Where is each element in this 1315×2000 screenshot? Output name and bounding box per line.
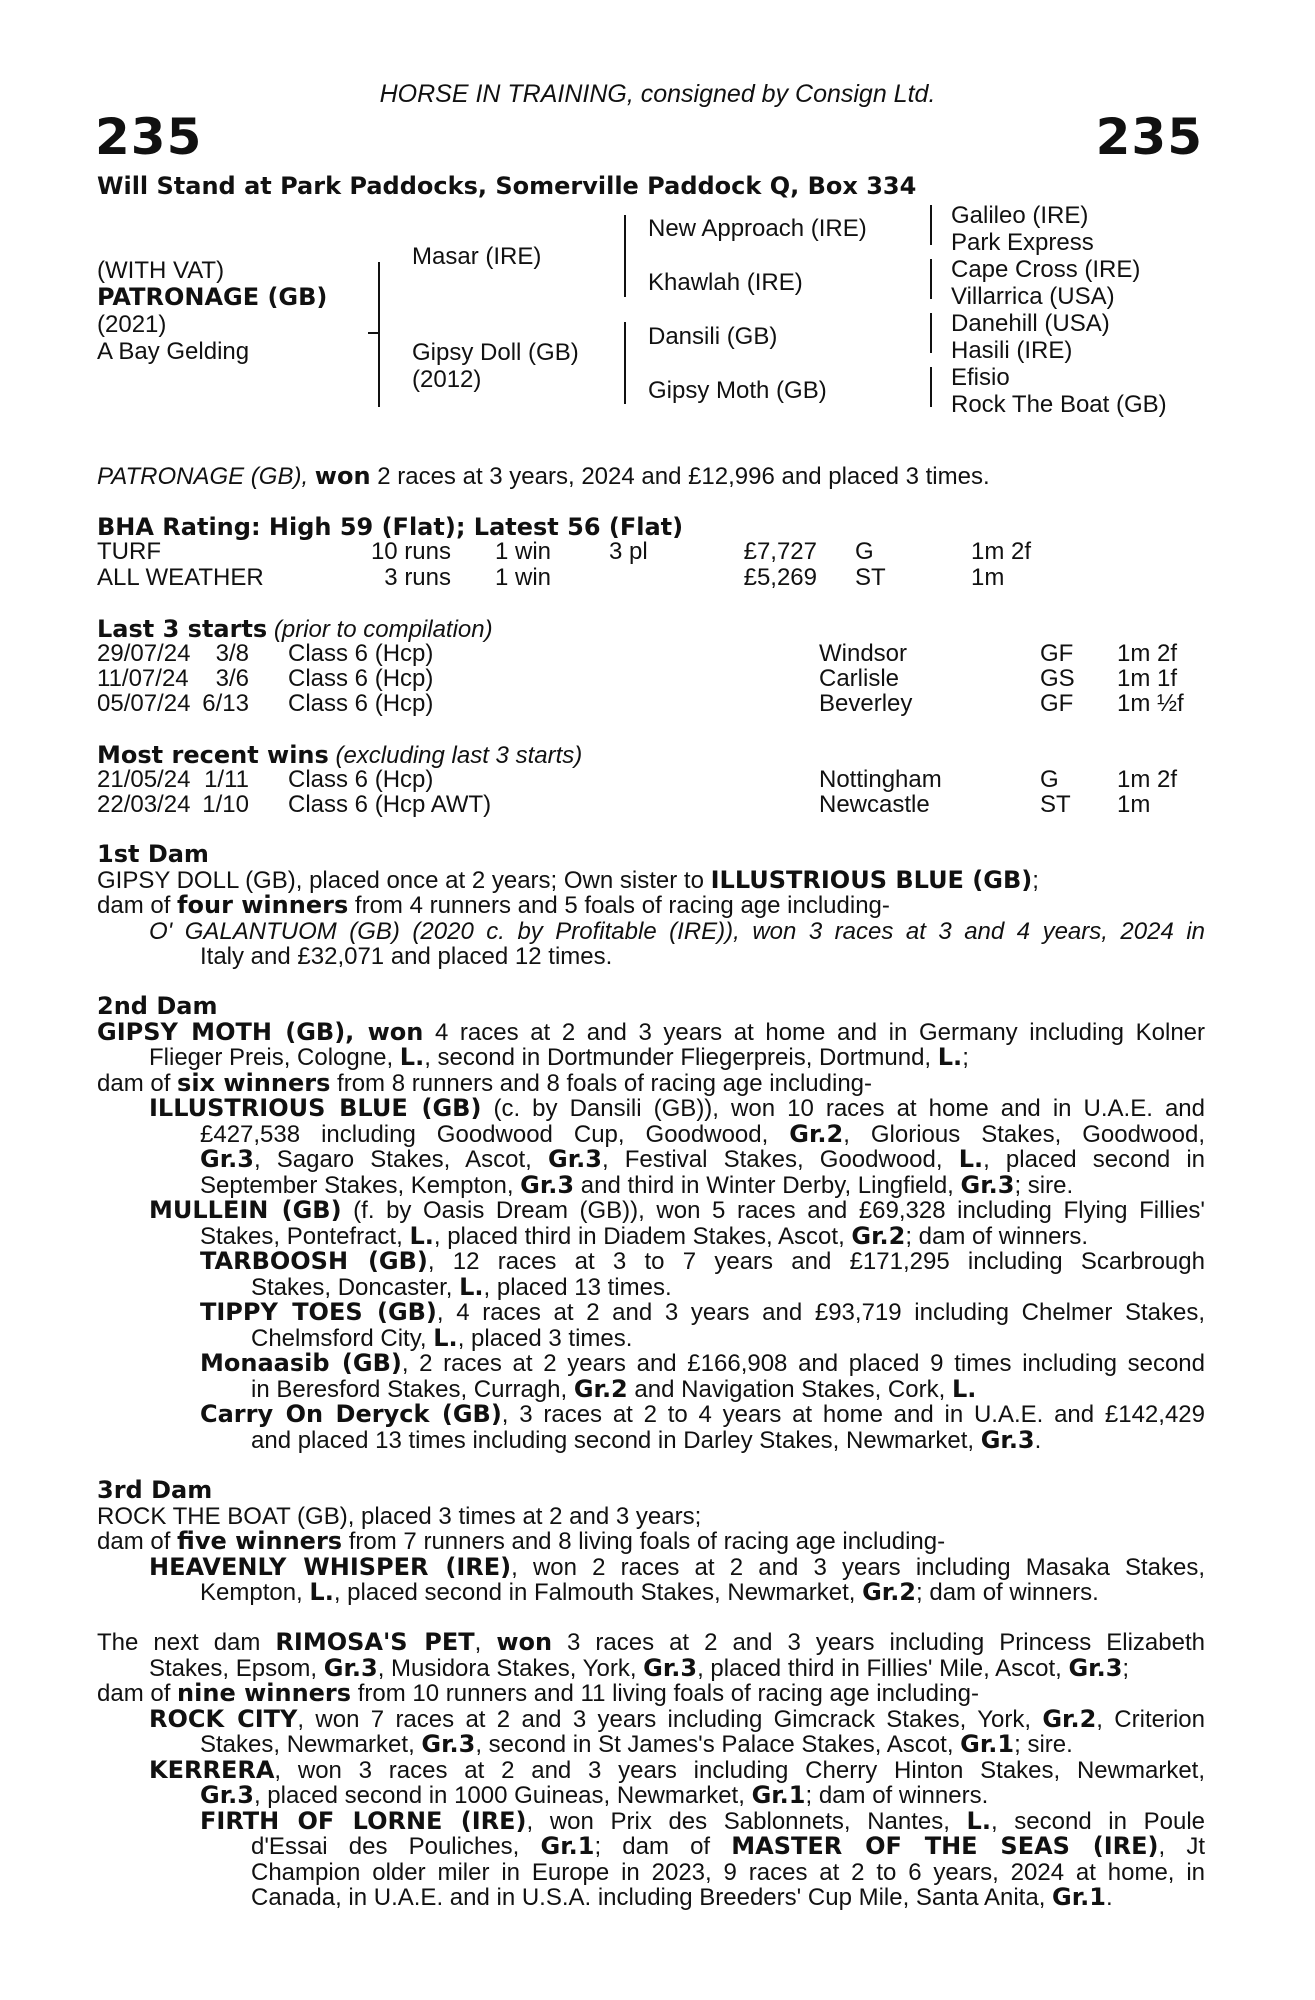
- course: Carlisle: [819, 665, 900, 692]
- table-row: [97, 766, 1217, 794]
- distance: 1m: [971, 564, 1005, 591]
- lot-number-right: 235: [1095, 108, 1203, 166]
- pedigree-brace: [624, 215, 626, 297]
- text-line: Champion older miler in Europe in 2023, 9 races at 2 to 6 years, 2024 at home, in: [251, 1858, 1205, 1886]
- class: Class 6 (Hcp): [288, 766, 434, 793]
- date: 21/05/24: [97, 766, 191, 793]
- text-line: Stakes, Doncaster, L., placed 13 times.: [251, 1272, 672, 1301]
- class: Class 6 (Hcp): [288, 640, 434, 667]
- distance: 1m 2f: [1117, 766, 1178, 793]
- pedigree-brace: [378, 262, 380, 407]
- text-line: Stakes, Epsom, Gr.3, Musidora Stakes, York, Gr.3, placed third in Fillies' Mile, Ascot, Gr.3;: [149, 1653, 1130, 1682]
- surface: TURF: [97, 538, 161, 565]
- text-line: KERRERA, won 3 races at 2 and 3 years including Cherry Hinton Stakes, Newmarket,: [149, 1755, 1205, 1784]
- gen3-2: Park Express: [951, 229, 1094, 256]
- text-line: FIRTH OF LORNE (IRE), won Prix des Sablonnets, Nantes, L., second in Poule: [200, 1806, 1206, 1835]
- third-dam-section: [97, 1478, 1205, 1606]
- going: GF: [1040, 690, 1074, 717]
- text-line: in Beresford Stakes, Curragh, Gr.2 and Navigation Stakes, Cork, L.: [251, 1374, 977, 1403]
- gen3-5: Danehill (USA): [951, 310, 1110, 337]
- first-dam-section: [97, 842, 1205, 970]
- last3-heading-bold: Last 3 starts: [97, 615, 268, 643]
- table-row: [97, 538, 1197, 566]
- wins: 1 win: [495, 538, 552, 565]
- text-line: Kempton, L., placed second in Falmouth Stakes, Newmarket, Gr.2; dam of winners.: [200, 1578, 1099, 1606]
- section-heading: 2nd Dam: [97, 992, 218, 1020]
- position: 1/11: [204, 766, 249, 793]
- text-line: Stakes, Pontefract, L., placed third in Diadem Stakes, Ascot, Gr.2; dam of winners.: [200, 1221, 1089, 1250]
- going: ST: [855, 564, 886, 591]
- summary-name: PATRONAGE (GB),: [97, 463, 309, 490]
- text-line: September Stakes, Kempton, Gr.3 and third in Winter Derby, Lingfield, Gr.3; sire.: [200, 1170, 1074, 1199]
- text-line: Canada, in U.A.E. and in U.S.A. including Breeders' Cup Mile, Santa Anita, Gr.1.: [251, 1883, 1113, 1911]
- table-row: [97, 564, 1197, 592]
- text-line: Carry On Deryck (GB), 3 races at 2 to 4 years at home and in U.A.E. and £142,429: [200, 1400, 1205, 1428]
- table-row: [97, 640, 1217, 668]
- text-line: dam of six winners from 8 runners and 8 foals of racing age including-: [97, 1068, 873, 1097]
- date: 22/03/24: [97, 791, 191, 818]
- surface: ALL WEATHER: [97, 564, 264, 591]
- pedigree-brace-tick: [368, 332, 378, 334]
- race-summary: [97, 462, 990, 491]
- gen3-8: Rock The Boat (GB): [951, 391, 1167, 418]
- text-line: £427,538 including Goodwood Cup, Goodwood, Gr.2, Glorious Stakes, Goodwood,: [200, 1119, 1205, 1148]
- dam-sire: Dansili (GB): [648, 323, 778, 350]
- gen3-6: Hasili (IRE): [951, 337, 1073, 364]
- recent-heading-bold: Most recent wins: [97, 741, 329, 769]
- stand-location: Will Stand at Park Paddocks, Somerville Paddock Q, Box 334: [97, 172, 917, 200]
- text-line: Gr.3, placed second in 1000 Guineas, Newmarket, Gr.1; dam of winners.: [200, 1781, 989, 1809]
- lot-number-left: 235: [95, 108, 203, 166]
- text-line: and placed 13 times including second in Darley Stakes, Newmarket, Gr.3.: [251, 1425, 1042, 1454]
- going: G: [855, 538, 874, 565]
- course: Newcastle: [819, 791, 930, 818]
- sire-sire: New Approach (IRE): [648, 215, 867, 242]
- class: Class 6 (Hcp): [288, 690, 434, 717]
- consignment-title: HORSE IN TRAINING, consigned by Consign Ltd.: [379, 80, 936, 108]
- recent-heading-italic: (excluding last 3 starts): [335, 742, 583, 769]
- bha-rating-heading: BHA Rating: High 59 (Flat); Latest 56 (Flat): [97, 513, 684, 541]
- text-line: ILLUSTRIOUS BLUE (GB) (c. by Dansili (GB)), won 10 races at home and in U.A.E. and: [149, 1094, 1205, 1122]
- text-line: d'Essai des Pouliches, Gr.1; dam of MASTER OF THE SEAS (IRE), Jt: [251, 1832, 1206, 1860]
- text-line: HEAVENLY WHISPER (IRE), won 2 races at 2 and 3 years including Masaka Stakes,: [149, 1552, 1206, 1581]
- position: 1/10: [202, 791, 249, 818]
- text-line: The next dam RIMOSA'S PET, won 3 races at 2 and 3 years including Princess Elizabeth: [97, 1628, 1205, 1656]
- text-line: ROCK THE BOAT (GB), placed 3 times at 2 and 3 years;: [97, 1502, 702, 1530]
- gen3-3: Cape Cross (IRE): [951, 256, 1141, 283]
- text-line: Italy and £32,071 and placed 12 times.: [200, 943, 613, 970]
- pedigree-brace: [930, 313, 932, 353]
- horse-name: PATRONAGE (GB): [97, 283, 328, 311]
- next-dam-section: [97, 1630, 1205, 1911]
- dam-name: Gipsy Doll (GB): [412, 339, 579, 366]
- table-row: [97, 791, 1217, 819]
- text-line: MULLEIN (GB) (f. by Oasis Dream (GB)), won 5 races and £69,328 including Flying Fillies': [149, 1196, 1206, 1224]
- pedigree-brace: [930, 259, 932, 299]
- gen3-4: Villarrica (USA): [951, 283, 1115, 310]
- text-line: O' GALANTUOM (GB) (2020 c. by Profitable (IRE)), won 3 races at 3 and 4 years, 2024 in: [149, 917, 1205, 945]
- going: G: [1040, 766, 1059, 793]
- runs: 10 runs: [370, 538, 451, 565]
- class: Class 6 (Hcp): [288, 665, 434, 692]
- distance: 1m 2f: [1117, 640, 1178, 667]
- position: 3/6: [215, 665, 249, 692]
- date: 29/07/24: [97, 640, 191, 667]
- text-line: Chelmsford City, L., placed 3 times.: [251, 1323, 633, 1352]
- class: Class 6 (Hcp AWT): [288, 791, 492, 818]
- text-line: Gr.3, Sagaro Stakes, Ascot, Gr.3, Festival Stakes, Goodwood, L., placed second in: [200, 1145, 1206, 1173]
- table-row: [97, 690, 1217, 718]
- pedigree-brace: [624, 322, 626, 404]
- text-line: Flieger Preis, Cologne, L., second in Dortmunder Fliegerpreis, Dortmund, L.;: [149, 1043, 969, 1071]
- text-line: GIPSY DOLL (GB), placed once at 2 years; Own sister to ILLUSTRIOUS BLUE (GB);: [97, 865, 1039, 894]
- text-line: TIPPY TOES (GB), 4 races at 2 and 3 years and £93,719 including Chelmer Stakes,: [200, 1298, 1206, 1326]
- text-line: TARBOOSH (GB), 12 races at 3 to 7 years and £171,295 including Scarbrough: [200, 1247, 1205, 1275]
- distance: 1m 2f: [971, 538, 1032, 565]
- distance: 1m ½f: [1117, 690, 1184, 717]
- dam-year: (2012): [412, 366, 482, 393]
- places: 3 pl: [609, 538, 648, 565]
- text-line: dam of five winners from 7 runners and 8 living foals of racing age including-: [97, 1527, 946, 1555]
- summary-won: won: [314, 462, 371, 490]
- distance: 1m 1f: [1117, 665, 1178, 692]
- prize: £5,269: [743, 564, 817, 591]
- pedigree-brace: [930, 205, 932, 245]
- distance: 1m: [1117, 791, 1151, 818]
- horse-description: A Bay Gelding: [97, 338, 250, 365]
- prize: £7,727: [743, 538, 817, 565]
- vat-note: (WITH VAT): [97, 257, 225, 284]
- course: Nottingham: [819, 766, 942, 793]
- date: 05/07/24: [97, 690, 191, 717]
- second-dam-section: [97, 994, 1205, 1453]
- text-line: dam of nine winners from 10 runners and 11 living foals of racing age including-: [97, 1679, 979, 1707]
- position: 3/8: [215, 640, 249, 667]
- position: 6/13: [202, 690, 249, 717]
- runs: 3 runs: [384, 564, 451, 591]
- gen3-7: Efisio: [951, 364, 1010, 391]
- text-line: GIPSY MOTH (GB), won 4 races at 2 and 3 years at home and in Germany including Kolner: [97, 1017, 1206, 1046]
- sire-name: Masar (IRE): [412, 243, 542, 270]
- horse-year: (2021): [97, 311, 167, 338]
- text-line: Stakes, Newmarket, Gr.3, second in St James's Palace Stakes, Ascot, Gr.1; sire.: [200, 1730, 1073, 1758]
- text-line: dam of four winners from 4 runners and 5 foals of racing age including-: [97, 891, 890, 919]
- section-heading: 3rd Dam: [97, 1476, 213, 1504]
- course: Beverley: [819, 690, 913, 717]
- course: Windsor: [819, 640, 908, 667]
- text-line: Monaasib (GB), 2 races at 2 years and £166,908 and placed 9 times including second: [200, 1349, 1205, 1377]
- going: GS: [1040, 665, 1075, 692]
- going: ST: [1040, 791, 1071, 818]
- wins: 1 win: [495, 564, 552, 591]
- date: 11/07/24: [97, 665, 189, 692]
- sire-dam: Khawlah (IRE): [648, 269, 803, 296]
- pedigree-brace: [930, 367, 932, 407]
- section-heading: 1st Dam: [97, 840, 209, 868]
- dam-dam: Gipsy Moth (GB): [648, 377, 827, 404]
- summary-rest: 2 races at 3 years, 2024 and £12,996 and placed 3 times.: [377, 463, 990, 490]
- table-row: [97, 665, 1217, 693]
- text-line: ROCK CITY, won 7 races at 2 and 3 years including Gimcrack Stakes, York, Gr.2, Criterion: [149, 1704, 1205, 1733]
- gen3-1: Galileo (IRE): [951, 202, 1089, 229]
- last3-heading-italic: (prior to compilation): [273, 616, 493, 643]
- going: GF: [1040, 640, 1074, 667]
